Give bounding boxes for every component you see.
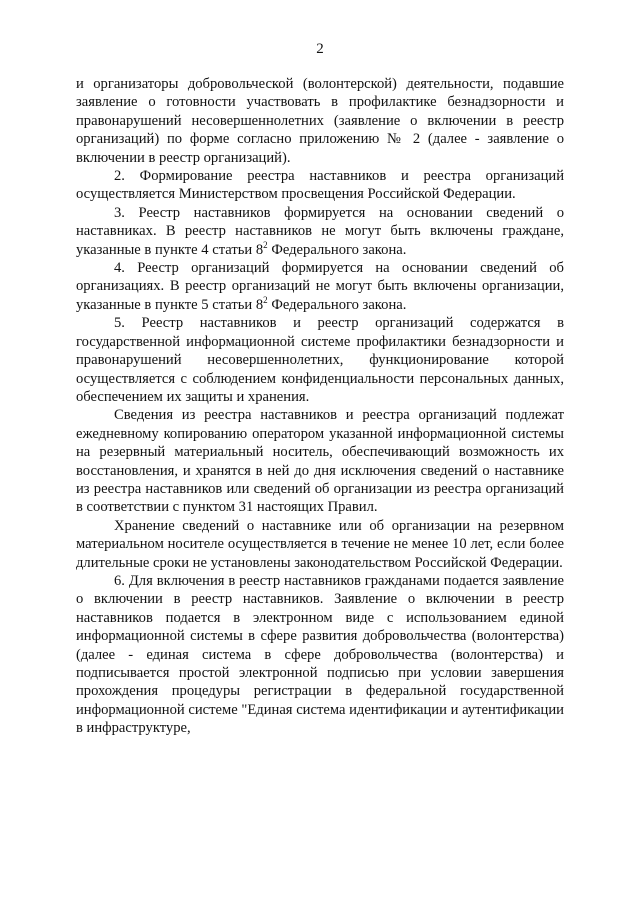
paragraph-storage-term: Хранение сведений о наставнике или об организации на резервном материальном носителе осуществляется в течение не менее 10 лет, если более длительные сроки не установлены законодательством Российской Федерации. bbox=[76, 517, 564, 571]
superscript-index: 2 bbox=[263, 294, 268, 305]
paragraph-item-3 bbox=[76, 204, 564, 259]
document-body bbox=[76, 75, 564, 738]
paragraph-item-3-text: 3. Реестр наставников формируется на основании сведений о наставниках. В реестр наставников не могут быть включены граждане, указанные в пункте 4 статьи 8 bbox=[76, 204, 564, 258]
paragraph-item-5: 5. Реестр наставников и реестр организаций содержатся в государственной информационной системе профилактики безнадзорности и правонарушений несовершеннолетних, функционирование которой осуществляется с соблюдением конфиденциальности персональных данных, обеспечением их защиты и хранения. bbox=[76, 315, 564, 405]
paragraph-copy-backup: Сведения из реестра наставников и реестра организаций подлежат ежедневному копированию оператором указанной информационной системы на резервный материальный носитель, обеспечивающий возможность их восстановления, и хранятся в ней до дня исключения сведений о наставнике из реестра наставников или сведений об организации из реестра организаций в соответствии с пунктом 31 настоящих Правил. bbox=[76, 407, 564, 516]
paragraph-item-6: 6. Для включения в реестр наставников гражданами подается заявление о включении в реестр наставников. Заявление о включении в реестр наставников подается в электронном виде с использованием единой информационной системы в сфере развития добровольчества (волонтерства) (далее - единая система в сфере добровольчества (волонтерства) и подписывается простой электронной подписью при условии завершения прохождения процедуры регистрации в федеральной государственной информационной системе "Единая система идентификации и аутентификации в инфраструктуре, bbox=[76, 572, 564, 737]
superscript-index: 2 bbox=[263, 239, 268, 250]
paragraph-continuation: и организаторы добровольческой (волонтерской) деятельности, подавшие заявление о готовности участвовать в профилактике безнадзорности и правонарушений несовершеннолетних (заявление о включении в реестр организаций) по форме согласно приложению № 2 (далее - заявление о включении в реестр организаций). bbox=[76, 76, 564, 166]
page-number: 2 bbox=[316, 41, 324, 57]
paragraph-item-4 bbox=[76, 259, 564, 314]
paragraph-item-2: 2. Формирование реестра наставников и реестра организаций осуществляется Министерством просвещения Российской Федерации. bbox=[76, 168, 564, 203]
paragraph-item-3-tail: Федерального закона. bbox=[267, 241, 407, 258]
paragraph-item-4-tail: Федерального закона. bbox=[267, 296, 407, 313]
paragraph-item-4-text: 4. Реестр организаций формируется на основании сведений об организациях. В реестр организаций не могут быть включены организации, указанные в пункте 5 статьи 8 bbox=[76, 260, 564, 313]
